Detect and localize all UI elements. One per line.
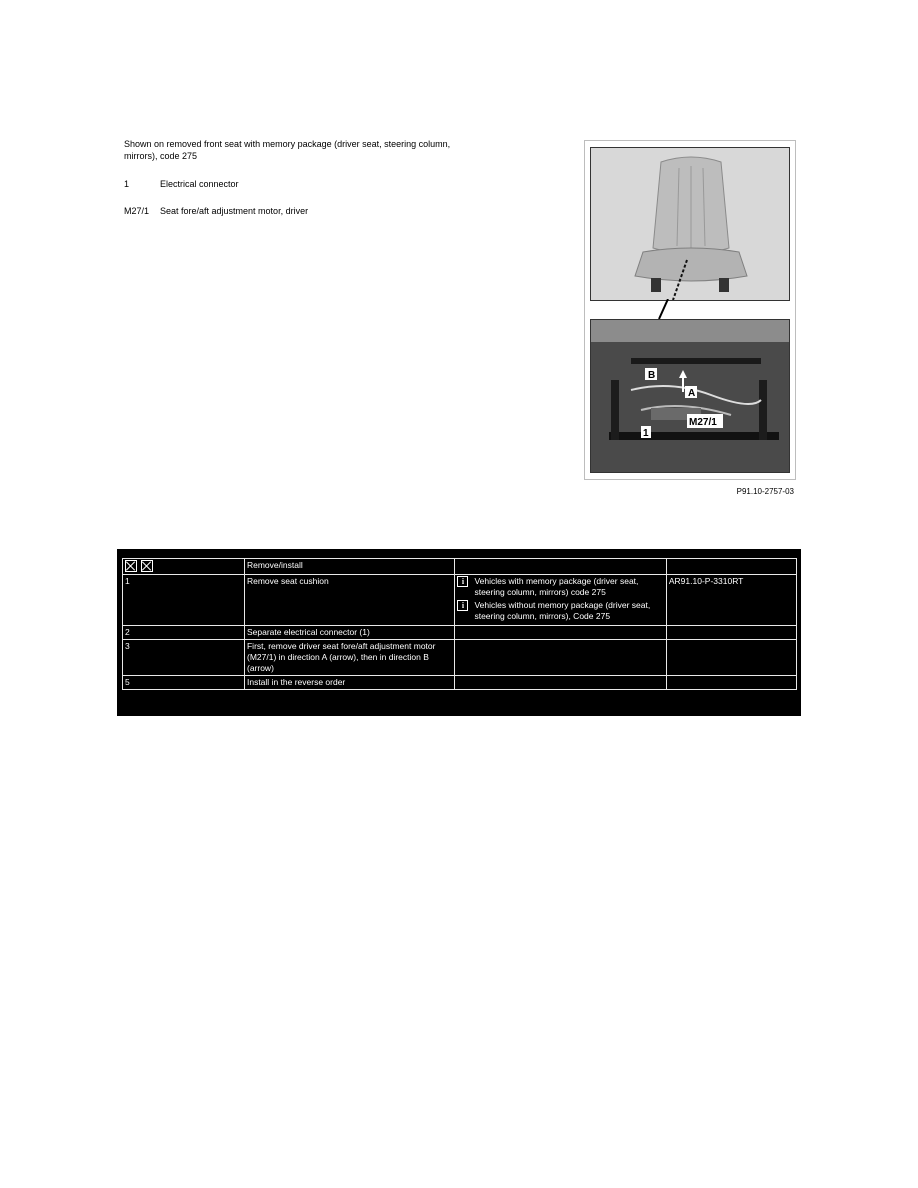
legend-text: Seat fore/aft adjustment motor, driver — [160, 206, 309, 216]
seat-frame-photo — [590, 319, 790, 473]
legend-item-connector — [124, 178, 239, 190]
info-icon: i — [457, 600, 468, 611]
figure-label-m27-1: M27/1 — [689, 417, 717, 428]
table-row — [123, 575, 797, 626]
step-action: First, remove driver seat fore/aft adjustment motor (M27/1) in direction A (arrow), then in direction B (arrow) — [244, 640, 454, 676]
seat-overview-photo — [590, 147, 790, 301]
legend-code: 1 — [124, 179, 130, 189]
figure-caption: P91.10-2757-03 — [736, 487, 794, 496]
legend-code: M27/1 — [124, 206, 150, 216]
intro-text: Shown on removed front seat with memory package (driver seat, steering column, mirrors), code 275 — [124, 139, 451, 161]
figure-label-b: B — [648, 370, 656, 381]
info-icon: i — [457, 576, 468, 587]
step-number: 2 — [123, 626, 245, 640]
step-reference: AR91.10-P-3310RT — [666, 575, 796, 626]
step-number: 3 — [123, 640, 245, 676]
procedure-table-container — [117, 549, 801, 716]
remove-icon — [125, 560, 137, 572]
table-header-row — [123, 559, 797, 575]
table-row — [123, 640, 797, 676]
step-notes — [455, 575, 666, 626]
legend-item-motor — [124, 205, 308, 217]
procedure-table — [122, 558, 797, 690]
header-title: Remove/install — [244, 559, 454, 575]
figure-label-a: A — [688, 388, 696, 399]
step-number: 5 — [123, 676, 245, 690]
step-number: 1 — [123, 575, 245, 626]
info-note: i Vehicles without memory package (driver seat, steering column, mirrors), Code 275 — [457, 600, 663, 622]
install-icon — [141, 560, 153, 572]
seat-figure — [584, 140, 796, 480]
table-row — [123, 626, 797, 640]
step-action: Separate electrical connector (1) — [244, 626, 454, 640]
figure-label-1: 1 — [643, 428, 649, 439]
table-row — [123, 676, 797, 690]
step-action: Install in the reverse order — [244, 676, 454, 690]
legend-text: Electrical connector — [160, 179, 239, 189]
info-note: i Vehicles with memory package (driver seat, steering column, mirrors) code 275 — [457, 576, 663, 598]
step-action: Remove seat cushion — [244, 575, 454, 626]
header-icons-cell — [123, 559, 245, 575]
